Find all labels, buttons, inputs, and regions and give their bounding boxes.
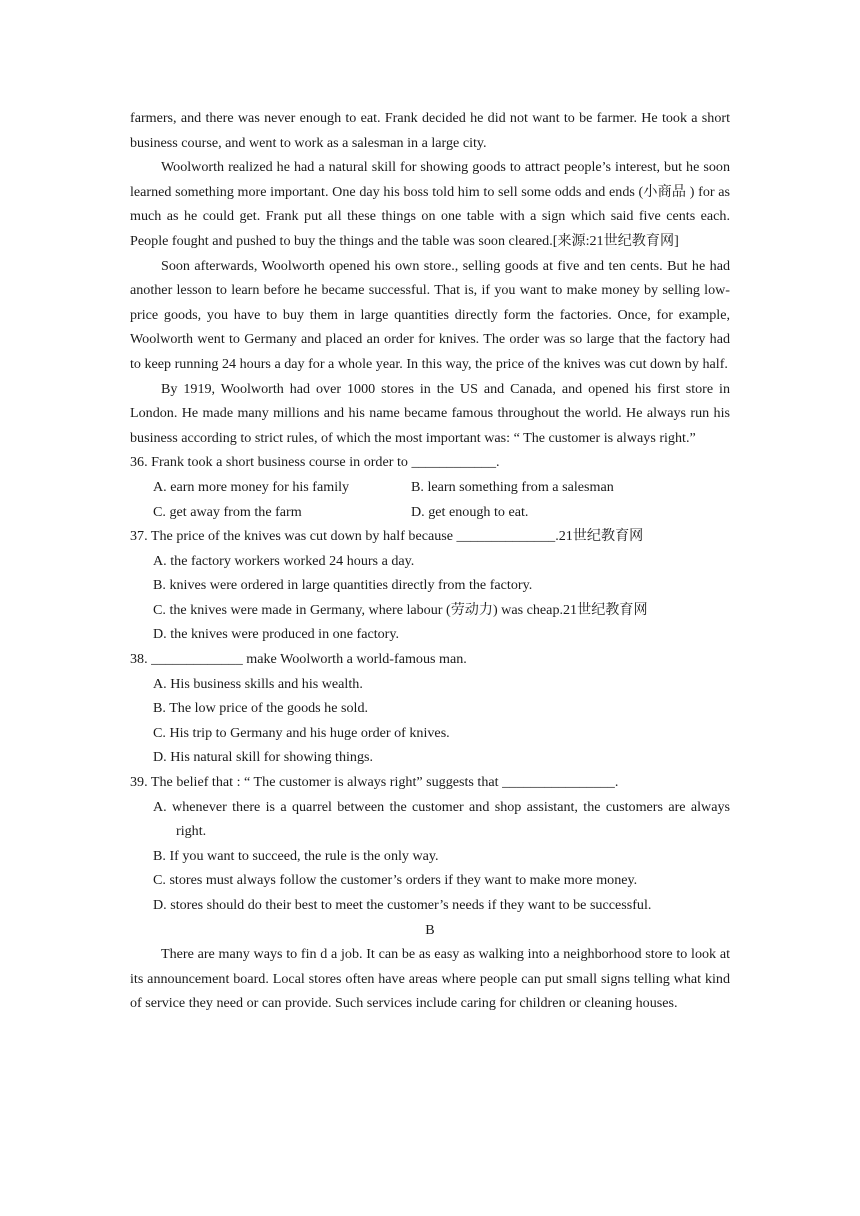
option-d: D. stores should do their best to meet the customer’s needs if they want to be successful. bbox=[153, 897, 652, 913]
option-c: C. get away from the farm bbox=[153, 503, 302, 520]
option-a: A. whenever there is a quarrel between the customer and shop assistant, the customers are always right. bbox=[153, 798, 730, 840]
question-stem: 36. Frank took a short business course in order to ____________. bbox=[130, 454, 500, 471]
question-36 bbox=[130, 450, 730, 524]
question-37 bbox=[130, 524, 730, 647]
question-39 bbox=[130, 770, 730, 918]
option-row bbox=[130, 475, 730, 500]
option-b: B. The low price of the goods he sold. bbox=[153, 700, 369, 717]
option-a: A. earn more money for his family bbox=[153, 478, 350, 495]
passage-a-paragraph-1: farmers, and there was never enough to eat. Frank decided he did not want to be farmer. He took a short business course, and went to work as a salesman in a large city. bbox=[130, 110, 730, 151]
question-stem: 38. _____________ make Woolworth a world-famous man. bbox=[130, 651, 467, 668]
question-stem: 37. The price of the knives was cut down by half because ______________.21世纪教育网 bbox=[130, 528, 644, 545]
option-d: D. His natural skill for showing things. bbox=[153, 749, 374, 766]
passage-a-paragraph-2: Woolworth realized he had a natural skill for showing goods to attract people’s interest, but he soon learned something more important. One day his boss told him to sell some odds and ends (小商品 ) for as much as he could get. Frank put all these things on one table with a sign which said five cents each. People fought and pushed to buy the things and the table was soon cleared.[来源:21世纪教育网] bbox=[130, 159, 730, 249]
option-c: C. the knives were made in Germany, where labour (劳动力) was cheap.21世纪教育网 bbox=[153, 601, 648, 618]
option-b: B. learn something from a salesman bbox=[411, 478, 614, 495]
passage-b-paragraph-1: There are many ways to fin d a job. It can be as easy as walking into a neighborhood store to look at its announcement board. Local stores often have areas where people can put small signs telling what kind of service they need or can provide. Such services include caring for children or cleaning houses. bbox=[130, 946, 730, 1012]
option-row bbox=[130, 500, 730, 525]
option-b: B. knives were ordered in large quantities directly from the factory. bbox=[153, 577, 533, 594]
document-page bbox=[130, 106, 730, 1016]
passage-a-paragraph-3: Soon afterwards, Woolworth opened his own store., selling goods at five and ten cents. But he had another lesson to learn before he became successful. That is, if you want to make money by selling low-price goods, you have to buy them in large quantities directly form the factories. Once, for example, Woolworth went to Germany and placed an order for knives. The order was so large that the factory had to keep running 24 hours a day for a whole year. In this way, the price of the knives was cut down by half. bbox=[130, 257, 730, 372]
option-a: A. His business skills and his wealth. bbox=[153, 675, 363, 692]
option-c: C. stores must always follow the customer’s orders if they want to make more money. bbox=[153, 872, 638, 889]
passage-a-paragraph-4: By 1919, Woolworth had over 1000 stores in the US and Canada, and opened his first store in London. He made many millions and his name became famous throughout the world. He always run his business according to strict rules, of which the most important was: “ The customer is always right.” bbox=[130, 380, 730, 446]
question-38 bbox=[130, 647, 730, 770]
option-d: D. the knives were produced in one factory. bbox=[153, 626, 400, 643]
option-a: A. the factory workers worked 24 hours a day. bbox=[153, 552, 415, 569]
option-c: C. His trip to Germany and his huge order of knives. bbox=[153, 724, 450, 741]
question-stem: 39. The belief that : “ The customer is always right” suggests that ________________. bbox=[130, 774, 619, 791]
section-heading-b: B bbox=[425, 921, 435, 938]
option-b: B. If you want to succeed, the rule is the only way. bbox=[153, 847, 439, 864]
option-d: D. get enough to eat. bbox=[411, 503, 529, 520]
